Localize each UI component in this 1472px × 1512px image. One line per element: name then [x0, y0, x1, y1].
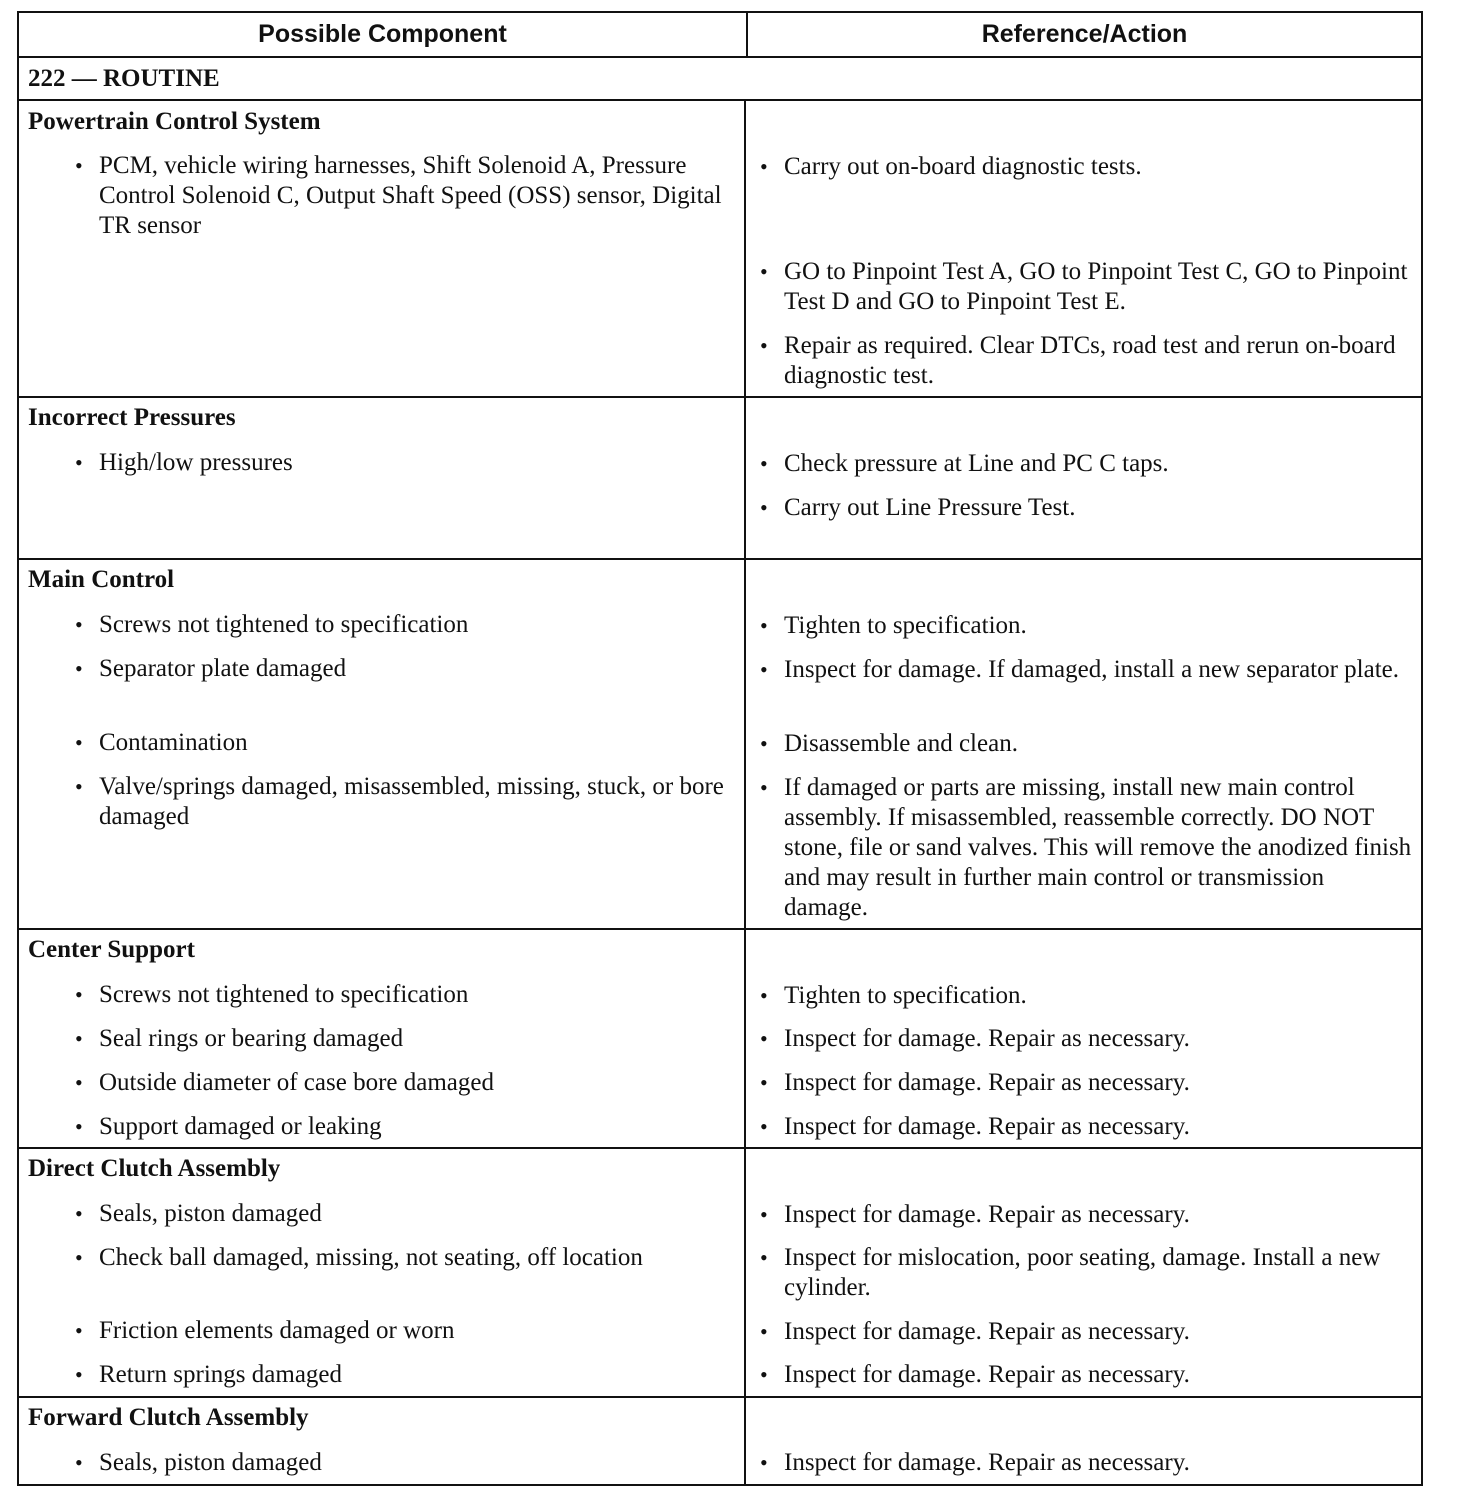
- section-title: Powertrain Control System: [28, 108, 321, 135]
- component-item: • Separator plate damaged: [75, 655, 347, 682]
- component-item: • Return springs damaged: [75, 1361, 343, 1388]
- action-item: • Inspect for damage. Repair as necessary.: [760, 1318, 1190, 1345]
- action-item: • Tighten to specification.: [760, 612, 1027, 639]
- section-title: Center Support: [28, 936, 195, 963]
- component-item: • Seals, piston damaged: [75, 1200, 322, 1227]
- table-header: [19, 13, 1421, 58]
- action-item: • Inspect for damage. Repair as necessary.: [760, 1113, 1190, 1140]
- section-incorrect-pressures: [19, 398, 1421, 560]
- section-forward-clutch-assembly: [19, 1398, 1421, 1484]
- component-item: • PCM, vehicle wiring harnesses, Shift Solenoid A, Pressure Control Solenoid C, Output Shaft Speed (OSS) sensor, Digital TR sensor: [75, 152, 722, 239]
- header-possible-component: Possible Component: [19, 13, 748, 56]
- action-item: • GO to Pinpoint Test A, GO to Pinpoint Test C, GO to Pinpoint Test D and GO to Pinpoint Test E.: [760, 258, 1408, 315]
- component-item: • Seals, piston damaged: [75, 1449, 322, 1476]
- component-item: • Outside diameter of case bore damaged: [75, 1069, 494, 1096]
- action-item: • Inspect for damage. If damaged, install a new separator plate.: [760, 656, 1400, 683]
- component-item: • Contamination: [75, 729, 248, 756]
- section-title: Incorrect Pressures: [28, 404, 236, 431]
- action-item: • Inspect for damage. Repair as necessary.: [760, 1025, 1190, 1052]
- action-item: • Inspect for damage. Repair as necessary.: [760, 1201, 1190, 1228]
- action-item: • Repair as required. Clear DTCs, road test and rerun on-board diagnostic test.: [760, 332, 1396, 389]
- diagnostic-table: [17, 11, 1423, 1486]
- action-item: • Disassemble and clean.: [760, 730, 1018, 757]
- action-item: • Tighten to specification.: [760, 982, 1027, 1009]
- component-item: • Valve/springs damaged, misassembled, missing, stuck, or bore damaged: [75, 773, 724, 830]
- component-item: • Seal rings or bearing damaged: [75, 1025, 404, 1052]
- section-title: Direct Clutch Assembly: [28, 1155, 281, 1182]
- section-title: Forward Clutch Assembly: [28, 1404, 309, 1431]
- component-item: • Check ball damaged, missing, not seating, off location: [75, 1244, 643, 1271]
- section-title: Main Control: [28, 566, 175, 593]
- header-reference-action: Reference/Action: [981, 20, 1188, 48]
- section-main-control: [19, 560, 1421, 930]
- action-item: • Inspect for damage. Repair as necessary.: [760, 1069, 1190, 1096]
- section-direct-clutch-assembly: [19, 1149, 1421, 1398]
- action-item: • Inspect for damage. Repair as necessary.: [760, 1361, 1190, 1388]
- component-item: • High/low pressures: [75, 449, 293, 476]
- component-item: • Friction elements damaged or worn: [75, 1317, 455, 1344]
- component-item: • Support damaged or leaking: [75, 1113, 382, 1140]
- section-center-support: [19, 930, 1421, 1149]
- action-item: • Inspect for mislocation, poor seating, damage. Install a new cylinder.: [760, 1244, 1381, 1301]
- action-item: • If damaged or parts are missing, install new main control assembly. If misassembled, reassemble correctly. DO NOT stone, file or sand valves. This will remove the anodized finish and may result in further main control or transmission damage.: [760, 774, 1412, 921]
- component-item: • Screws not tightened to specification: [75, 981, 469, 1008]
- action-item: • Check pressure at Line and PC C taps.: [760, 450, 1169, 477]
- component-item: • Screws not tightened to specification: [75, 611, 469, 638]
- action-item: • Carry out Line Pressure Test.: [760, 494, 1076, 521]
- section-powertrain-control-system: [19, 101, 1421, 398]
- routine-title: 222 — ROUTINE: [19, 58, 1421, 101]
- action-item: • Inspect for damage. Repair as necessary.: [760, 1449, 1190, 1476]
- action-item: • Carry out on-board diagnostic tests.: [760, 153, 1142, 180]
